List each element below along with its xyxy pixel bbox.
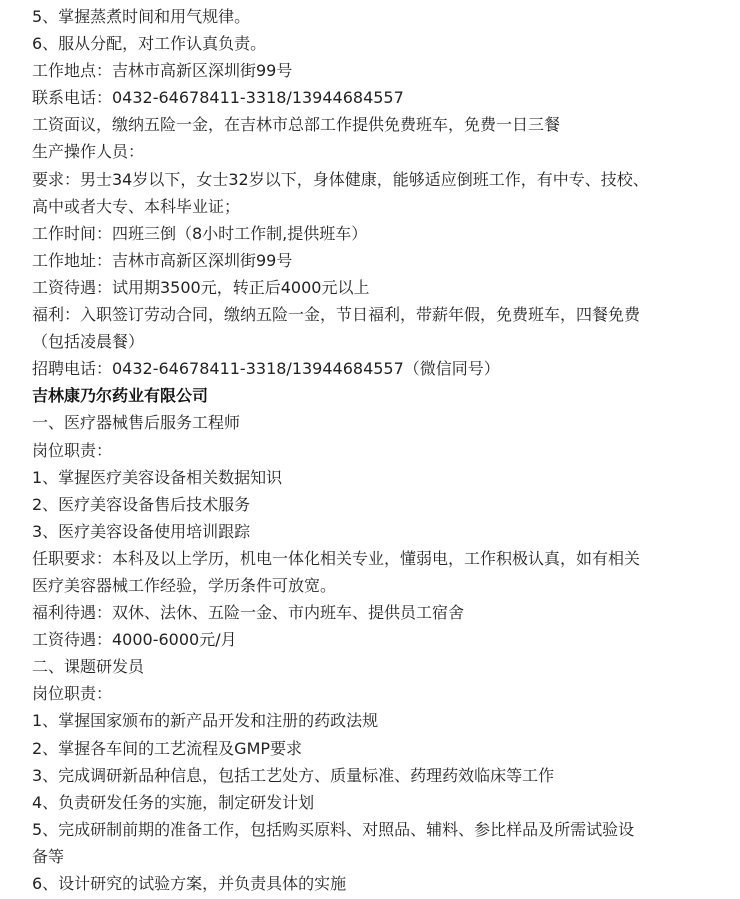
text-line: 生产操作人员： xyxy=(32,142,145,162)
text-line: 一、医疗器械售后服务工程师 xyxy=(32,413,241,433)
text-line: 工资待遇：4000-6000元/月 xyxy=(32,630,237,650)
text-line: 招聘电话：0432-64678411-3318/13944684557（微信同号） xyxy=(32,359,500,379)
text-line: 岗位职责： xyxy=(32,684,113,704)
text-line: 备等 xyxy=(32,846,65,866)
text-line: 6、设计研究的试验方案，并负责具体的实施 xyxy=(32,874,347,893)
text-line: 5、完成研制前期的准备工作，包括购买原料、对照品、辅料、参比样品及所需试验设 xyxy=(32,819,635,839)
text-line: 4、负责研发任务的实施，制定研发计划 xyxy=(32,792,315,812)
text-line: 工作地点：吉林市高新区深圳街99号 xyxy=(32,61,293,81)
text-line: 1、掌握国家颁布的新产品开发和注册的药政法规 xyxy=(32,711,379,731)
text-line: 联系电话：0432-64678411-3318/13944684557 xyxy=(32,88,404,108)
article-body xyxy=(32,3,730,897)
text-line: 3、完成调研新品种信息，包括工艺处方、质量标准、药理药效临床等工作 xyxy=(32,765,555,785)
text-line: 二、课题研发员 xyxy=(32,657,145,677)
text-line: 医疗美容器械工作经验，学历条件可放宽。 xyxy=(32,575,337,595)
text-line: 6、服从分配，对工作认真负责。 xyxy=(32,34,267,54)
text-line: 任职要求：本科及以上学历，机电一体化相关专业，懂弱电，工作积极认真，如有相关 xyxy=(32,548,641,568)
text-line: 工作时间：四班三倒（8小时工作制,提供班车） xyxy=(32,223,368,243)
text-line: 3、医疗美容设备使用培训跟踪 xyxy=(32,521,251,541)
text-line: 1、掌握医疗美容设备相关数据知识 xyxy=(32,467,283,487)
text-line: 福利：入职签订劳动合同，缴纳五险一金，节日福利，带薪年假，免费班车，四餐免费 xyxy=(32,305,641,325)
text-line: 岗位职责： xyxy=(32,440,113,460)
text-line: 5、掌握蒸煮时间和用气规律。 xyxy=(32,7,251,26)
text-line: 高中或者大专、本科毕业证； xyxy=(32,196,241,216)
company-heading: 吉林康乃尔药业有限公司 xyxy=(32,386,209,406)
text-line: 福利待遇：双休、法休、五险一金、市内班车、提供员工宿舍 xyxy=(32,603,465,623)
text-line: 2、掌握各车间的工艺流程及GMP要求 xyxy=(32,738,303,758)
text-line: 工资待遇：试用期3500元，转正后4000元以上 xyxy=(32,277,370,297)
text-line: （包括凌晨餐） xyxy=(32,332,145,352)
text-line: 工作地址：吉林市高新区深圳街99号 xyxy=(32,250,293,270)
text-line: 2、医疗美容设备售后技术服务 xyxy=(32,494,251,514)
text-line: 要求：男士34岁以下，女士32岁以下，身体健康，能够适应倒班工作，有中专、技校、 xyxy=(32,169,649,189)
text-line: 工资面议，缴纳五险一金，在吉林市总部工作提供免费班车，免费一日三餐 xyxy=(32,115,561,135)
